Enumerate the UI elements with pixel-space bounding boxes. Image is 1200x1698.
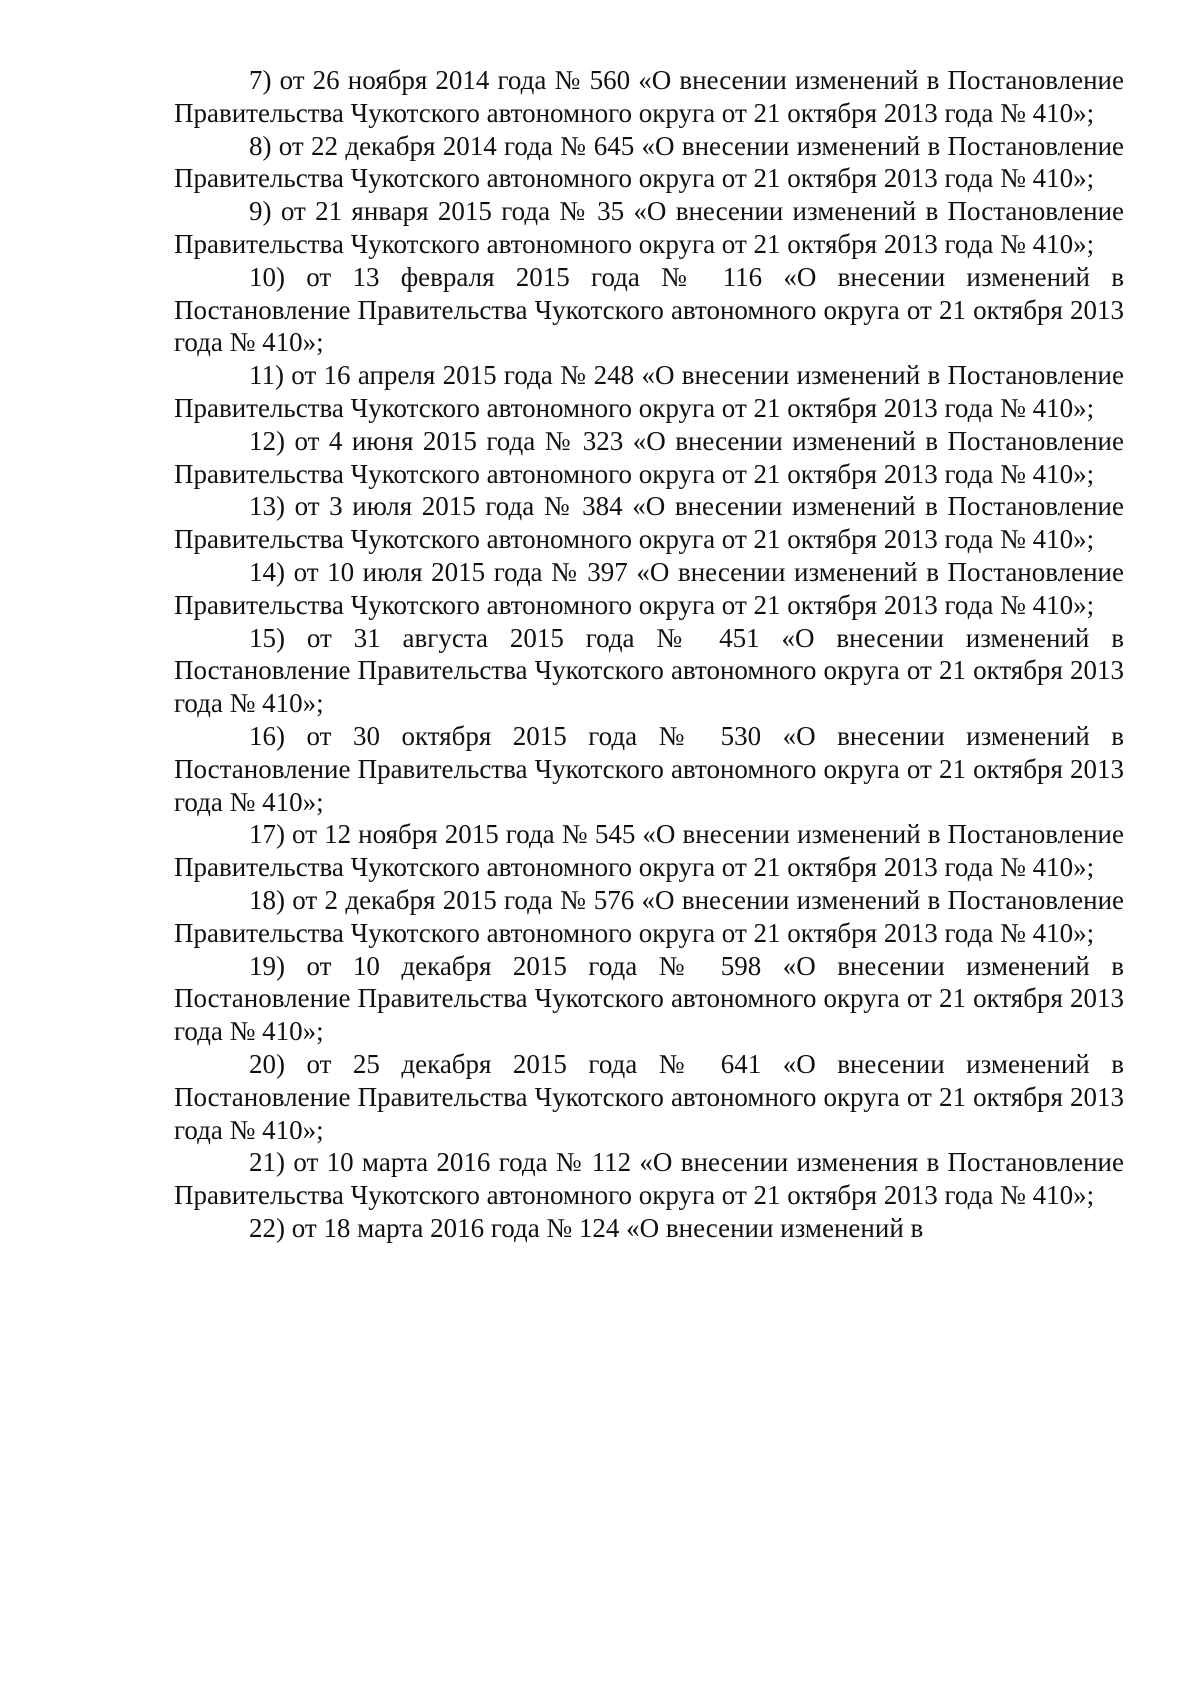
list-item-19: 19) от 10 декабря 2015 года № 598 «О внесении изменений в Постановление Правительства Чукотского автономного округа от 21 октября 2013 года № 410»; <box>174 950 1124 1047</box>
list-item-7: 7) от 26 ноября 2014 года № 560 «О внесении изменений в Постановление Правительства Чукотского автономного округа от 21 октября 2013 года № 410»; <box>174 65 1124 128</box>
list-item-13: 13) от 3 июля 2015 года № 384 «О внесении изменений в Постановление Правительства Чукотского автономного округа от 21 октября 2013 года № 410»; <box>174 491 1124 555</box>
list-item-18: 18) от 2 декабря 2015 года № 576 «О внесении изменений в Постановление Правительства Чукотского автономного округа от 21 октября 2013 года № 410»; <box>174 884 1124 948</box>
list-item-12: 12) от 4 июня 2015 года № 323 «О внесении изменений в Постановление Правительства Чукотского автономного округа от 21 октября 2013 года № 410»; <box>174 425 1124 489</box>
list-item-20: 20) от 25 декабря 2015 года № 641 «О внесении изменений в Постановление Правительства Чукотского автономного округа от 21 октября 2013 года № 410»; <box>174 1048 1124 1145</box>
document-page <box>174 64 1124 1245</box>
list-item-15: 15) от 31 августа 2015 года № 451 «О внесении изменений в Постановление Правительства Чукотского автономного округа от 21 октября 2013 года № 410»; <box>174 622 1124 719</box>
list-item-8: 8) от 22 декабря 2014 года № 645 «О внесении изменений в Постановление Правительства Чукотского автономного округа от 21 октября 2013 года № 410»; <box>174 130 1124 194</box>
list-item-11: 11) от 16 апреля 2015 года № 248 «О внесении изменений в Постановление Правительства Чукотского автономного округа от 21 октября 2013 года № 410»; <box>174 360 1124 423</box>
list-item-16: 16) от 30 октября 2015 года № 530 «О внесении изменений в Постановление Правительства Чукотского автономного округа от 21 октября 2013 года № 410»; <box>174 720 1124 817</box>
list-item-17: 17) от 12 ноября 2015 года № 545 «О внесении изменений в Постановление Правительства Чукотского автономного округа от 21 октября 2013 года № 410»; <box>174 819 1124 883</box>
list-item-9: 9) от 21 января 2015 года № 35 «О внесении изменений в Постановление Правительства Чукотского автономного округа от 21 октября 2013 года № 410»; <box>174 196 1124 259</box>
list-item-21: 21) от 10 марта 2016 года № 112 «О внесении изменения в Постановление Правительства Чукотского автономного округа от 21 октября 2013 года № 410»; <box>174 1147 1124 1211</box>
list-item-14: 14) от 10 июля 2015 года № 397 «О внесении изменений в Постановление Правительства Чукотского автономного округа от 21 октября 2013 года № 410»; <box>174 556 1124 620</box>
list-item-10: 10) от 13 февраля 2015 года № 116 «О внесении изменений в Постановление Правительства Чукотского автономного округа от 21 октября 2013 года № 410»; <box>174 261 1124 358</box>
list-item-22: 22) от 18 марта 2016 года № 124 «О внесении изменений в <box>249 1212 924 1243</box>
